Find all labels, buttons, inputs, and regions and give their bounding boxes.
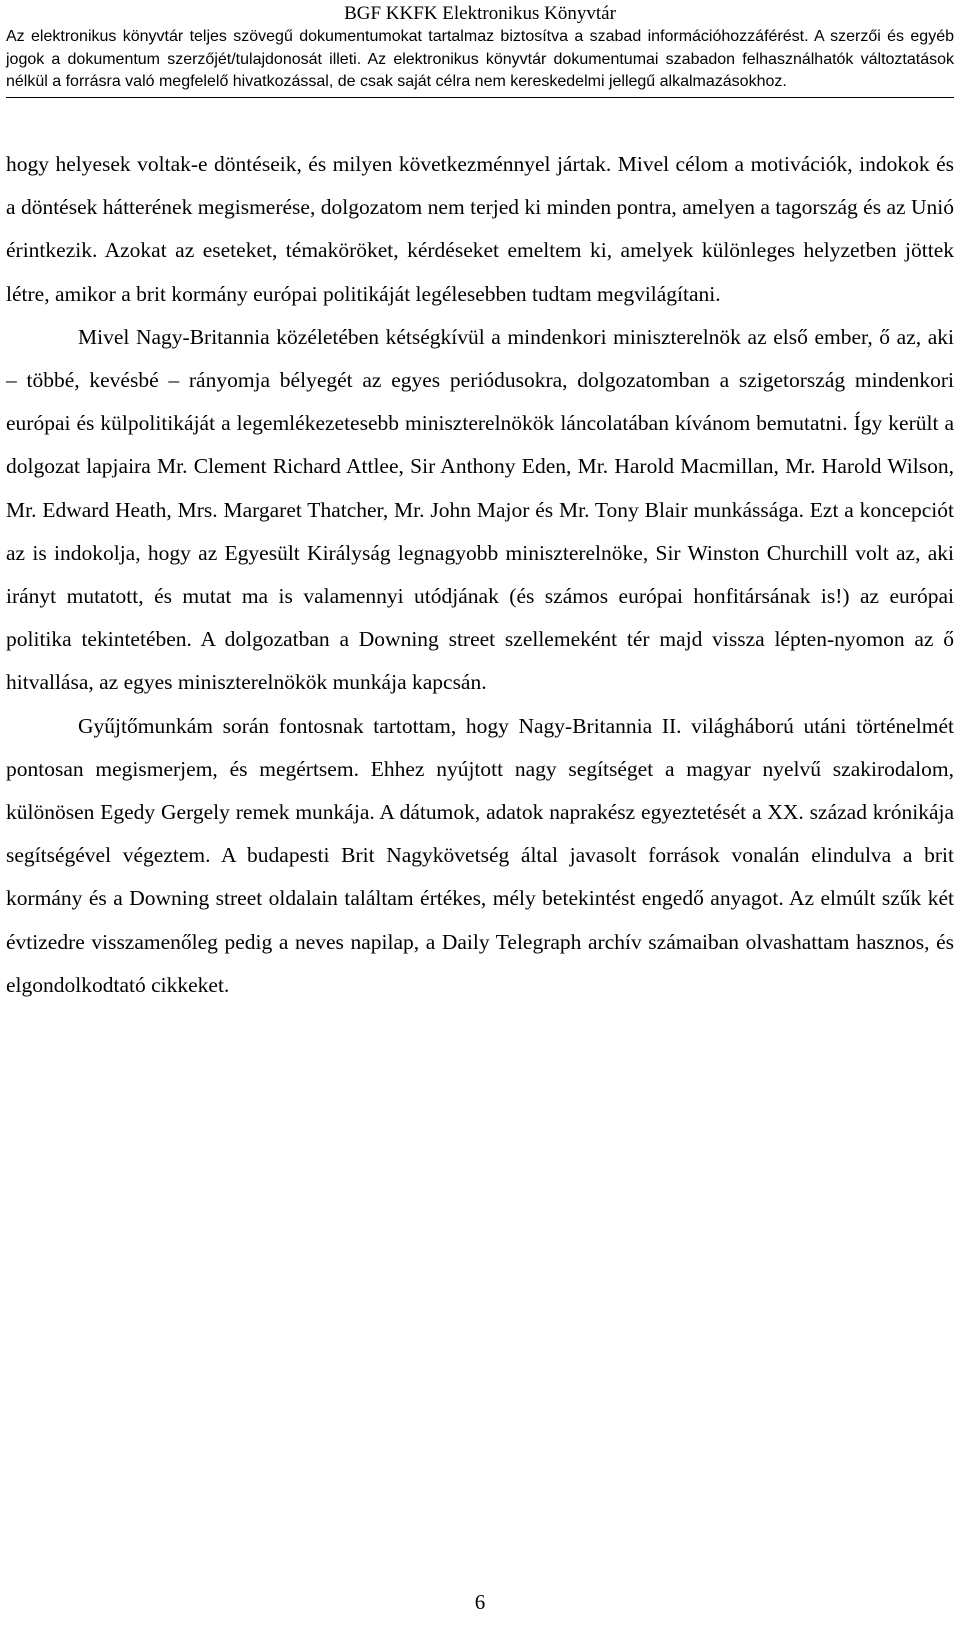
paragraph-1: hogy helyesek voltak-e döntéseik, és milyen következménnyel jártak. Mivel célom a motivációk, indokok és a döntések hátterének megismerése, dolgozatom nem terjed ki minden pontra, amelyen a tagország és az Unió érintkezik. Azokat az eseteket, témaköröket, kérdéseket emeltem ki, amelyek különleges helyzetben jöttek létre, amikor a brit kormány európai politikáját legélesebben tudtam megvilágítani. — [6, 152, 954, 306]
library-title: BGF KKFK Elektronikus Könyvtár — [344, 3, 616, 24]
paragraph-3: Gyűjtőmunkám során fontosnak tartottam, hogy Nagy-Britannia II. világháború utáni történelmét pontosan megismerjem, és megértsem. Ehhez nyújtott nagy segítséget a magyar nyelvű szakirodalom, különösen Egedy Gergely remek munkája. A dátumok, adatok naprakész egyeztetését a XX. század krónikája segítségével végeztem. A budapesti Brit Nagykövetség által javasolt források vonalán elindulva a brit kormány és a Downing street oldalain találtam értékes, mély betekintést engedő anyagot. Az elmúlt szűk két évtizedre visszamenőleg pedig a neves napilap, a Daily Telegraph archív számaiban olvashattam hasznos, és elgondolkodtató cikkeket. — [6, 713, 954, 997]
document-header — [6, 0, 954, 98]
paragraph-2: Mivel Nagy-Britannia közéletében kétségkívül a mindenkori miniszterelnök az első ember, ő az, aki – többé, kevésbé – rányomja bélyegét az egyes periódusokra, dolgozatomban a szigetország mindenkori európai és külpolitikáját a legemlékezetesebb miniszterelnökök láncolatában kívánom bemutatni. Így került a dolgozat lapjaira Mr. Clement Richard Attlee, Sir Anthony Eden, Mr. Harold Macmillan, Mr. Harold Wilson, Mr. Edward Heath, Mrs. Margaret Thatcher, Mr. John Major és Mr. Tony Blair munkássága. Ezt a koncepciót az is indokolja, hogy az Egyesült Királyság legnagyobb miniszterelnöke, Sir Winston Churchill volt az, aki irányt mutatott, és mutat ma is valamennyi utódjának (és számos európai honfitársának is!) az európai politika tekintetében. A dolgozatban a Downing street szellemeként tér majd vissza lépten-nyomon az ő hitvallása, az egyes miniszterelnökök munkája kapcsán. — [6, 324, 954, 695]
document-body — [6, 143, 954, 1007]
copyright-notice: Az elektronikus könyvtár teljes szövegű dokumentumokat tartalmaz biztosítva a szabad információhozzáférést. A szerzői és egyéb jogok a dokumentum szerzőjét/tulajdonosát illeti. Az elektronikus könyvtár dokumentumai szabadon felhasználhatók változtatások nélkül a forrásra való megfelelő hivatkozással, de csak saját célra nem kereskedelmi jellegű alkalmazásokhoz. — [6, 28, 954, 90]
page-number: 6 — [474, 1590, 486, 1614]
